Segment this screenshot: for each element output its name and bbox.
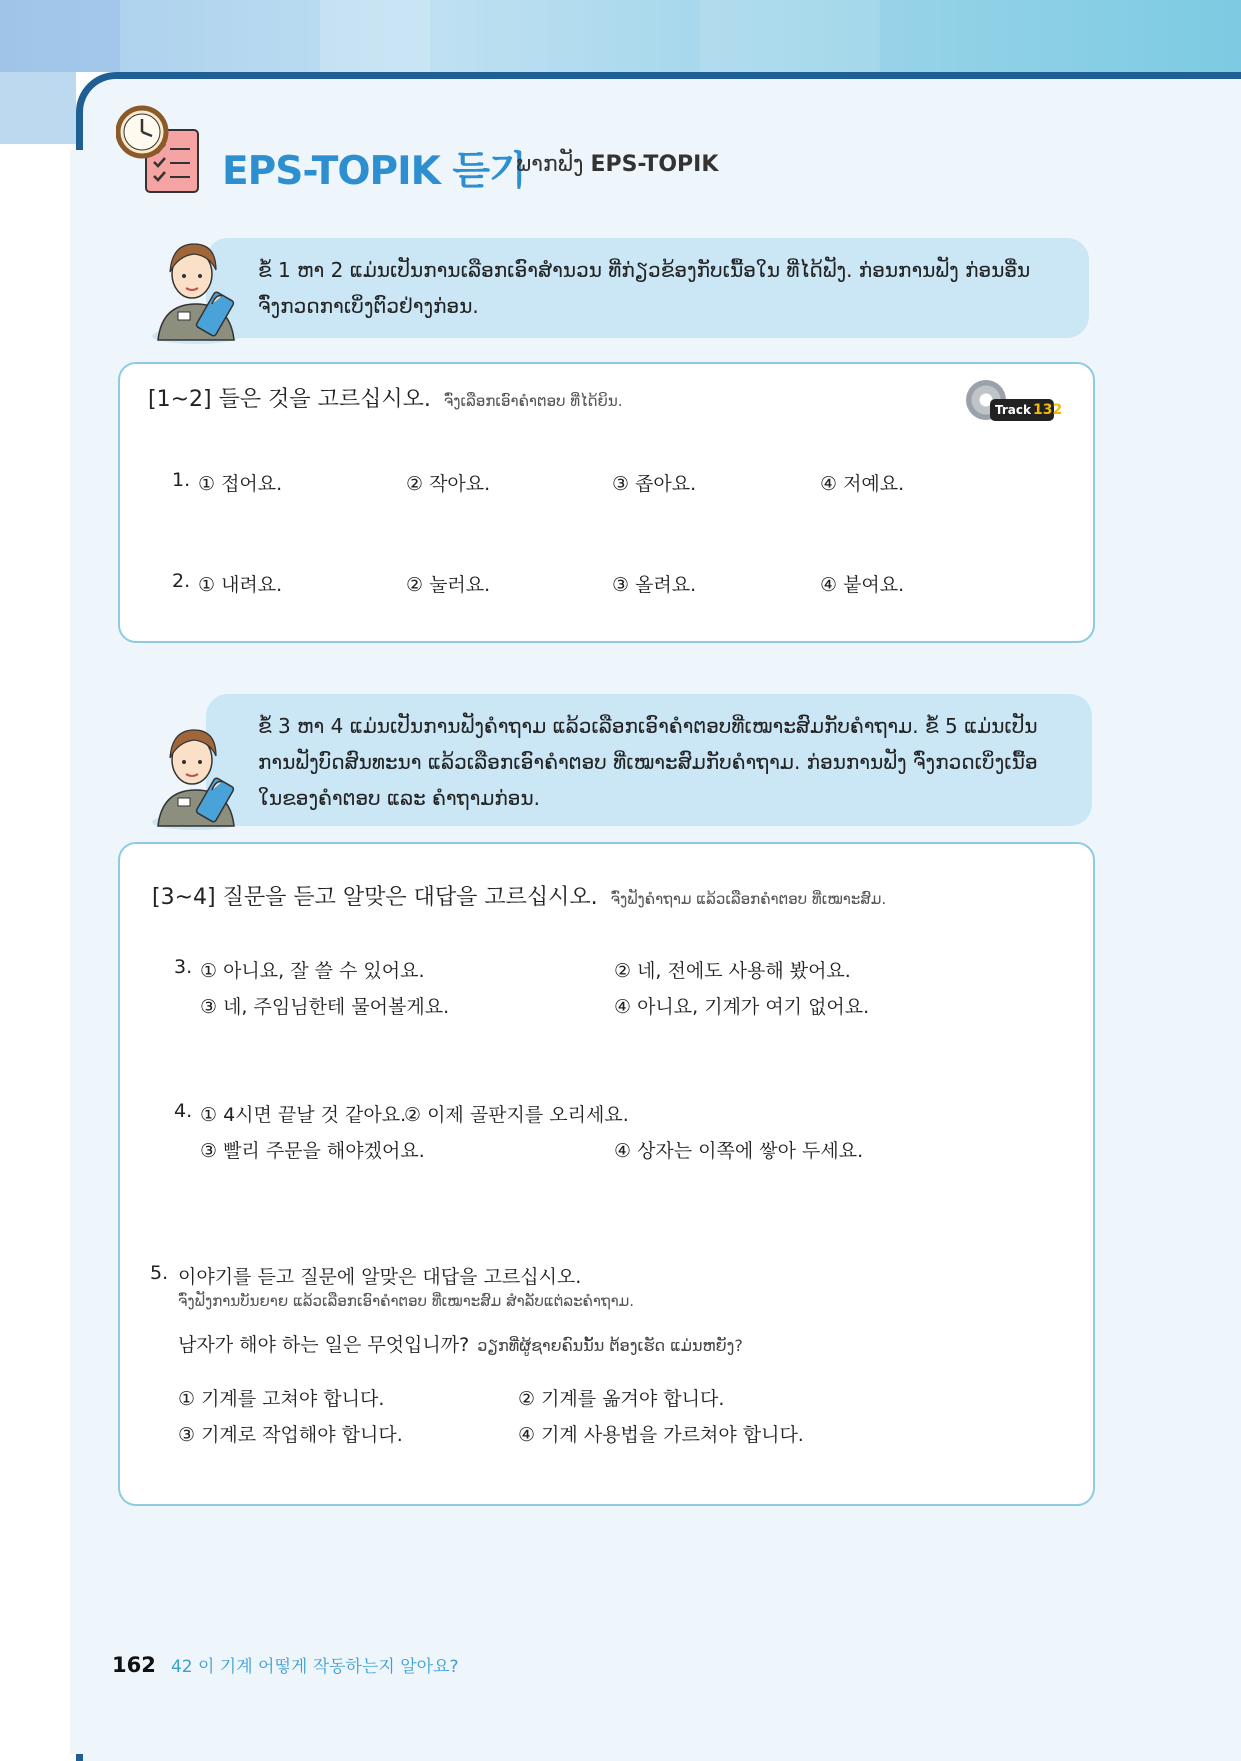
answer-option[interactable]: ① 접어요. [198,473,283,495]
question-instruction-lao: ຈົ່ງຟັງການບັນຍາຍ ແລ້ວເລືອກເອົາຄຳຕອບ ທີ່ເໝາະສົມ ສຳລັບແຕ່ລະຄຳຖາມ. [178,1292,635,1310]
track-text: Track [995,403,1031,417]
page-subtitle [516,152,718,177]
question-3 [174,956,1054,1026]
question-card-1 [118,362,1095,643]
question-prompt [178,1330,743,1357]
question-5 [150,1262,1050,1462]
question-number: 1. [172,469,191,491]
bubble-line: ການຟັງບົດສົນທະນາ ແລ້ວເລືອກເອົາຄຳຕອບ ທີ່ເໝາະສົມກັບຄຳຖາມ. ກ່ອນການຟັງ ຈົ່ງກວດເບິ່ງເນື້ອ [258,750,1038,774]
answer-option[interactable]: ④ 저예요. [820,473,905,495]
top-banner [0,0,1241,72]
answer-option[interactable]: ③ 좁아요. [612,473,697,495]
section-heading-ko: [1~2] 들은 것을 고르십시오. [148,387,431,412]
frame-fade [70,150,90,1754]
instruction-bubble-1 [206,238,1089,338]
question-prompt-ko: 남자가 해야 하는 일은 무엇입니까? [178,1334,470,1356]
question-4 [174,1100,1054,1170]
clock-checklist-icon [116,104,206,196]
answer-option[interactable]: ④ 기계 사용법을 가르쳐야 합니다. [518,1424,804,1446]
answer-option[interactable]: ② 기계를 옮겨야 합니다. [518,1388,725,1410]
answer-option[interactable]: ④ 아니요, 기계가 여기 없어요. [614,996,870,1018]
bubble-line: ຈົ່ງກວດກາເບິ່ງຕົວຢ່າງກ່ອນ. [258,294,479,318]
answer-option[interactable]: ② 눌러요. [406,574,491,596]
answer-option[interactable]: ③ 빨리 주문을 해야겠어요. [200,1140,425,1162]
answer-option[interactable]: ③ 네, 주임님한테 물어볼게요. [200,996,450,1018]
question-card-2 [118,842,1095,1506]
bubble-line: ຂໍ້ 3 ຫາ 4 ແມ່ນເປັນການຟັງຄຳຖາມ ແລ້ວເລືອກເອົາຄຳຕອບທີ່ເໝາະສົມກັບຄຳຖາມ. ຂໍ້ 5 ແມ່ນເປັນ [258,714,1038,738]
teacher-illustration [146,232,246,344]
answer-option[interactable]: ① 기계를 고쳐야 합니다. [178,1388,385,1410]
question-number: 2. [172,570,191,592]
question-number: 3. [174,956,193,978]
left-strip [0,72,76,144]
answer-option[interactable]: ② 이제 골판지를 오리세요. [404,1104,629,1126]
answer-option[interactable]: ① 아니요, 잘 쓸 수 있어요. [200,960,425,982]
audio-track-badge[interactable] [966,378,1063,424]
question-number: 4. [174,1100,193,1122]
answer-option[interactable]: ④ 상자는 이쪽에 쌓아 두세요. [614,1140,864,1162]
track-number: 132 [1032,402,1063,418]
page-footer [112,1652,459,1677]
section-heading [148,382,622,413]
answer-option[interactable]: ③ 올려요. [612,574,697,596]
answer-option[interactable]: ① 내려요. [198,574,283,596]
question-number: 5. [150,1262,169,1284]
section-heading [152,880,886,911]
page-title: EPS-TOPIK 듣기 [222,149,526,194]
subtitle-lao: ພາກຟັງ [516,152,584,177]
bubble-line: ຂໍ້ 1 ຫາ 2 ແມ່ນເປັນການເລືອກເອົາສຳນວນ ທີ່ກ່ຽວຂ້ອງກັບເນື້ອໃນ ທີ່ໄດ້ຟັງ. ກ່ອນການຟັງ ກ່ອນອື່ນ [258,258,1031,282]
bubble-line: ໃນຂອງຄຳຕອບ ແລະ ຄຳຖາມກ່ອນ. [258,786,540,810]
question-prompt-lao: ວຽກທີ່ຜູ້ຊາຍຄົນນັ້ນ ຕ້ອງເຮັດ ແມ່ນຫຍັງ? [477,1336,743,1355]
teacher-illustration [146,718,246,830]
answer-option[interactable]: ② 작아요. [406,473,491,495]
section-heading-lao: ຈົ່ງເລືອກເອົາຄຳຕອບ ທີ່ໄດ້ຍິນ. [443,392,623,410]
instruction-bubble-2 [206,694,1092,826]
page-number: 162 [112,1653,156,1677]
subtitle-bold: EPS-TOPIK [590,152,719,177]
answer-option[interactable]: ④ 붙여요. [820,574,905,596]
answer-option[interactable]: ① 4시면 끝날 것 같아요. [200,1104,407,1126]
track-label [990,399,1063,421]
answer-option[interactable]: ③ 기계로 작업해야 합니다. [178,1424,403,1446]
section-header [116,104,916,200]
section-heading-ko: [3~4] 질문을 듣고 알맞은 대답을 고르십시오. [152,885,598,910]
question-instruction: 이야기를 듣고 질문에 알맞은 대답을 고르십시오. [178,1266,582,1288]
chapter-title: 42 이 기계 어떻게 작동하는지 알아요? [170,1657,459,1677]
section-heading-lao: ຈົ່ງຟັງຄຳຖາມ ແລ້ວເລືອກຄຳຕອບ ທີ່ເໝາະສົມ. [610,890,887,908]
answer-option[interactable]: ② 네, 전에도 사용해 봤어요. [614,960,851,982]
